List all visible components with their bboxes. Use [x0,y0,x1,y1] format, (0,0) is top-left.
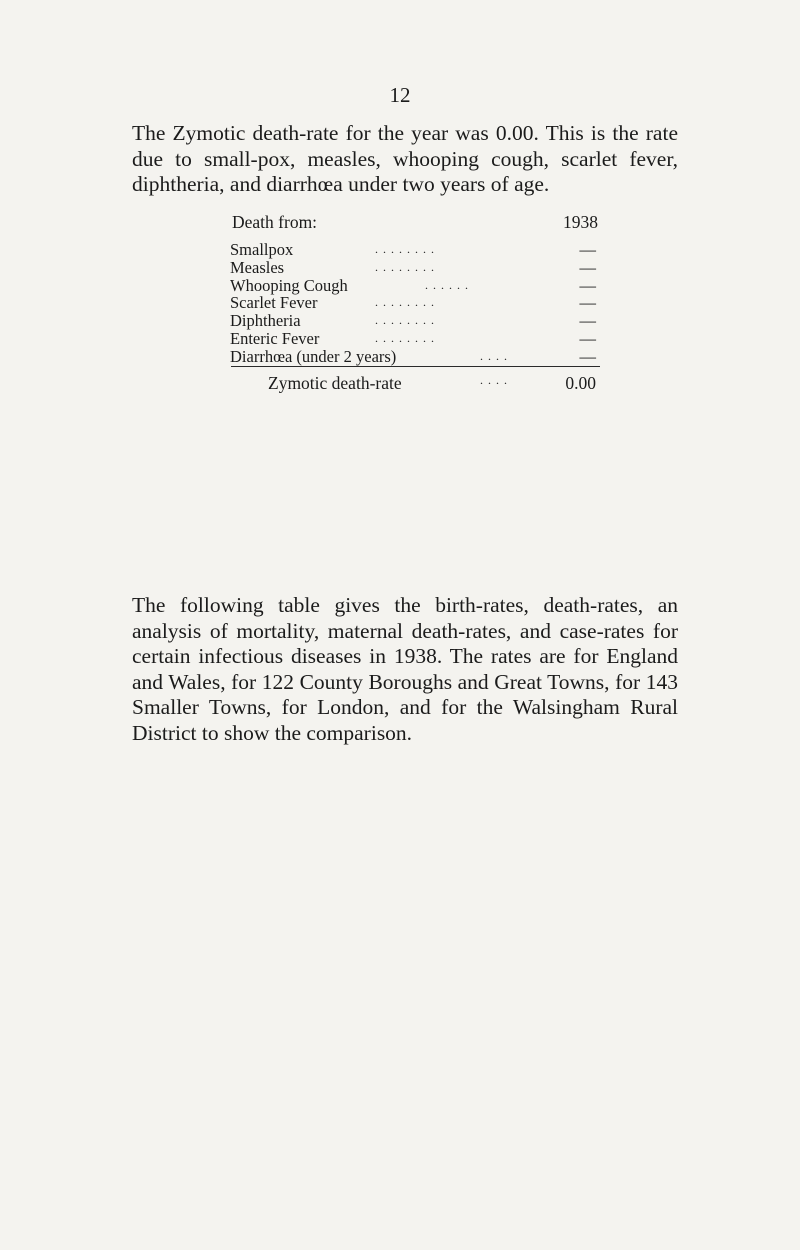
table-rule [231,366,600,367]
header-year: 1938 [563,212,598,232]
total-label: Zymotic death-rate [268,373,402,393]
dot-leader: . . . . . . [425,277,469,292]
following-paragraph: The following table gives the birth-rates, death-rates, an analysis of mortality, maternal death-rates, and case-rates for certain infectious diseases in 1938. The rates are for England and Wales, for 122 County Boroughs and Great Towns, for 143 Smaller Towns, for London, and for the Walsingham Rural District to show the comparison. [132,593,678,745]
table-row [230,241,596,259]
cause-value: — [579,311,596,331]
dot-leader: . . . . . . . . [375,295,435,310]
cause-label: Whooping Cough [230,275,348,295]
dot-leader: . . . . . . . . [375,330,435,345]
dot-leader: . . . . . . . . [375,313,435,328]
total-value: 0.00 [565,373,596,393]
cause-label: Diarrhœa (under 2 years) [230,346,397,366]
header-label: Death from: [232,212,318,232]
table-row [230,330,596,348]
total-row [268,373,596,395]
table-row [230,348,596,366]
table-row [230,259,596,277]
cause-label: Smallpox [230,240,294,259]
cause-label: Measles [230,257,285,277]
table-row [230,277,596,295]
dot-leader: . . . . [480,373,508,387]
cause-value: — [579,275,596,295]
dot-leader: . . . . [480,348,508,363]
dot-leader: . . . . . . . . [375,259,435,274]
dot-leader: . . . . . . . . [375,242,435,256]
table-row [230,312,596,330]
cause-label: Diphtheria [230,311,301,331]
death-causes-list [230,241,596,366]
cause-label: Scarlet Fever [230,293,318,313]
cause-value: — [579,346,596,366]
cause-value: — [579,328,596,348]
cause-value: — [579,293,596,313]
cause-value: — [579,240,596,259]
cause-value: — [579,257,596,277]
cause-label: Enteric Fever [230,328,320,348]
table-row [230,294,596,312]
intro-paragraph: The Zymotic death-rate for the year was 0.00. This is the rate due to small-pox, measles, whooping cough, scarlet fever, diphtheria, and diarrhœa under two years of age. [132,121,678,196]
page-number: 12 [389,83,411,107]
